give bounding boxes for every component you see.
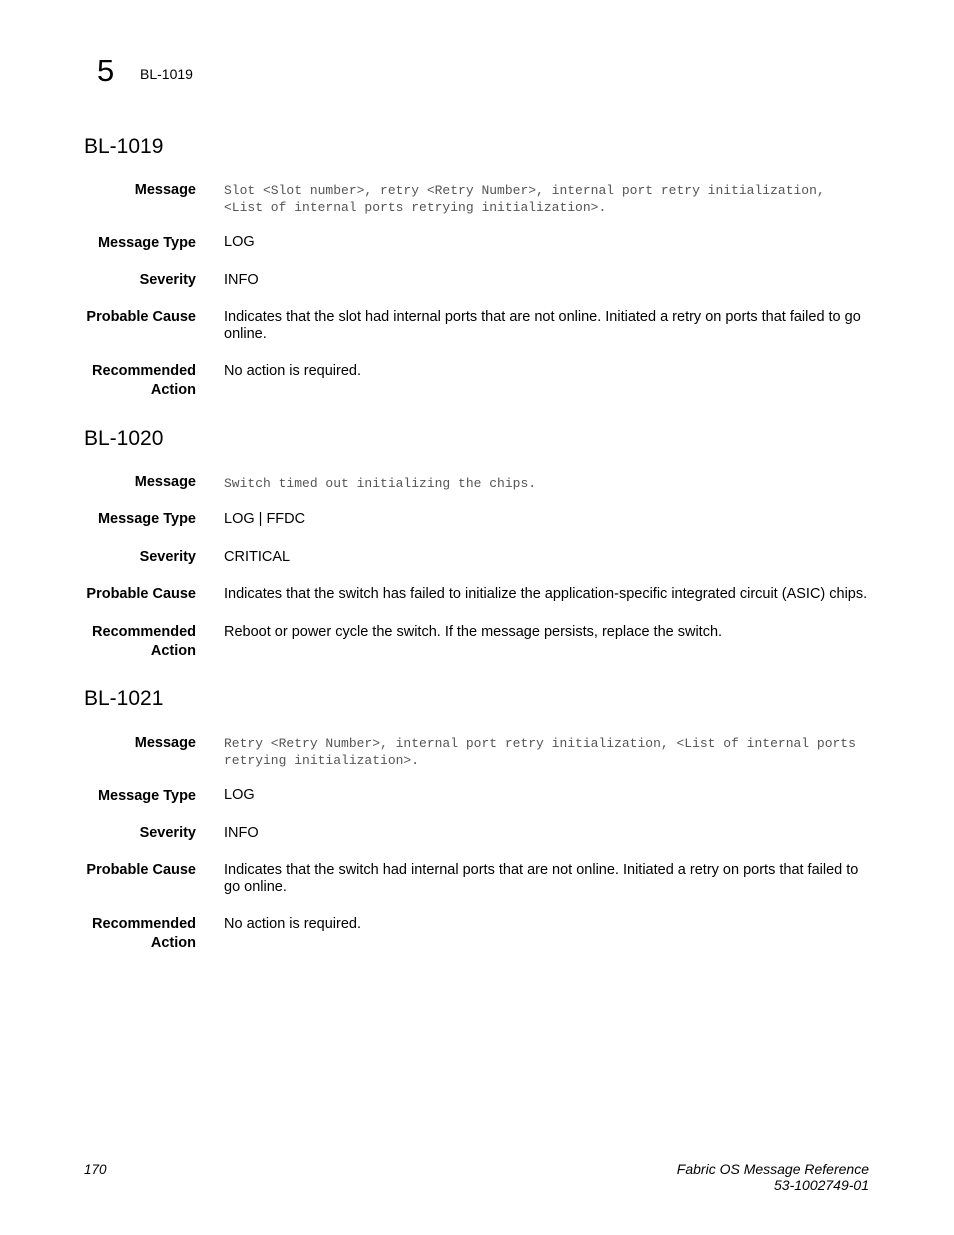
probable-cause-value: Indicates that the slot had internal ports that are not online. Initiated a retry on ports that failed to go online. — [224, 309, 861, 342]
chapter-number: 5 — [97, 53, 115, 88]
message-value: Slot <Slot number>, retry <Retry Number>, internal port retry initialization, <List of internal ports retrying initialization>. — [224, 183, 825, 215]
label-probable-cause: Probable Cause — [86, 586, 196, 602]
header-title: BL-1019 — [140, 66, 193, 82]
label-action: Action — [150, 382, 196, 398]
label-message: Message — [134, 182, 196, 198]
severity-value: INFO — [224, 272, 259, 288]
label-message-type: Message Type — [97, 788, 196, 804]
label-recommended: Recommended — [92, 916, 196, 932]
label-action: Action — [150, 935, 196, 951]
message-value: Retry <Retry Number>, internal port retry initialization, <List of internal ports retrying initialization>. — [224, 736, 856, 768]
label-recommended: Recommended — [92, 363, 196, 379]
recommended-action-value: No action is required. — [224, 363, 362, 379]
label-message-type: Message Type — [97, 511, 196, 527]
page-number: 170 — [84, 1162, 107, 1177]
section-heading: BL-1019 — [84, 135, 164, 158]
doc-number: 53-1002749-01 — [774, 1177, 869, 1193]
label-severity: Severity — [139, 825, 196, 841]
label-probable-cause: Probable Cause — [86, 862, 196, 878]
label-message-type: Message Type — [97, 235, 196, 251]
severity-value: CRITICAL — [224, 549, 291, 565]
recommended-action-value: No action is required. — [224, 916, 362, 932]
doc-title: Fabric OS Message Reference — [676, 1161, 869, 1177]
label-action: Action — [150, 643, 196, 659]
section-heading: BL-1020 — [84, 427, 164, 450]
probable-cause-value: Indicates that the switch had internal ports that are not online. Initiated a retry on ports that failed to go online. — [224, 862, 859, 895]
label-message: Message — [134, 735, 196, 751]
section-heading: BL-1021 — [84, 687, 164, 710]
message-type-value: LOG | FFDC — [224, 511, 306, 527]
recommended-action-value: Reboot or power cycle the switch. If the message persists, replace the switch. — [224, 624, 723, 640]
message-type-value: LOG — [224, 234, 255, 250]
label-probable-cause: Probable Cause — [86, 309, 196, 325]
label-message: Message — [134, 474, 196, 490]
label-recommended: Recommended — [92, 624, 196, 640]
label-severity: Severity — [139, 272, 196, 288]
message-type-value: LOG — [224, 787, 255, 803]
severity-value: INFO — [224, 825, 259, 841]
footer-doc-info — [677, 1161, 869, 1193]
label-severity: Severity — [139, 549, 196, 565]
message-value: Switch timed out initializing the chips. — [224, 476, 537, 491]
probable-cause-value: Indicates that the switch has failed to initialize the application-specific integrated circuit (ASIC) chips. — [224, 586, 868, 602]
